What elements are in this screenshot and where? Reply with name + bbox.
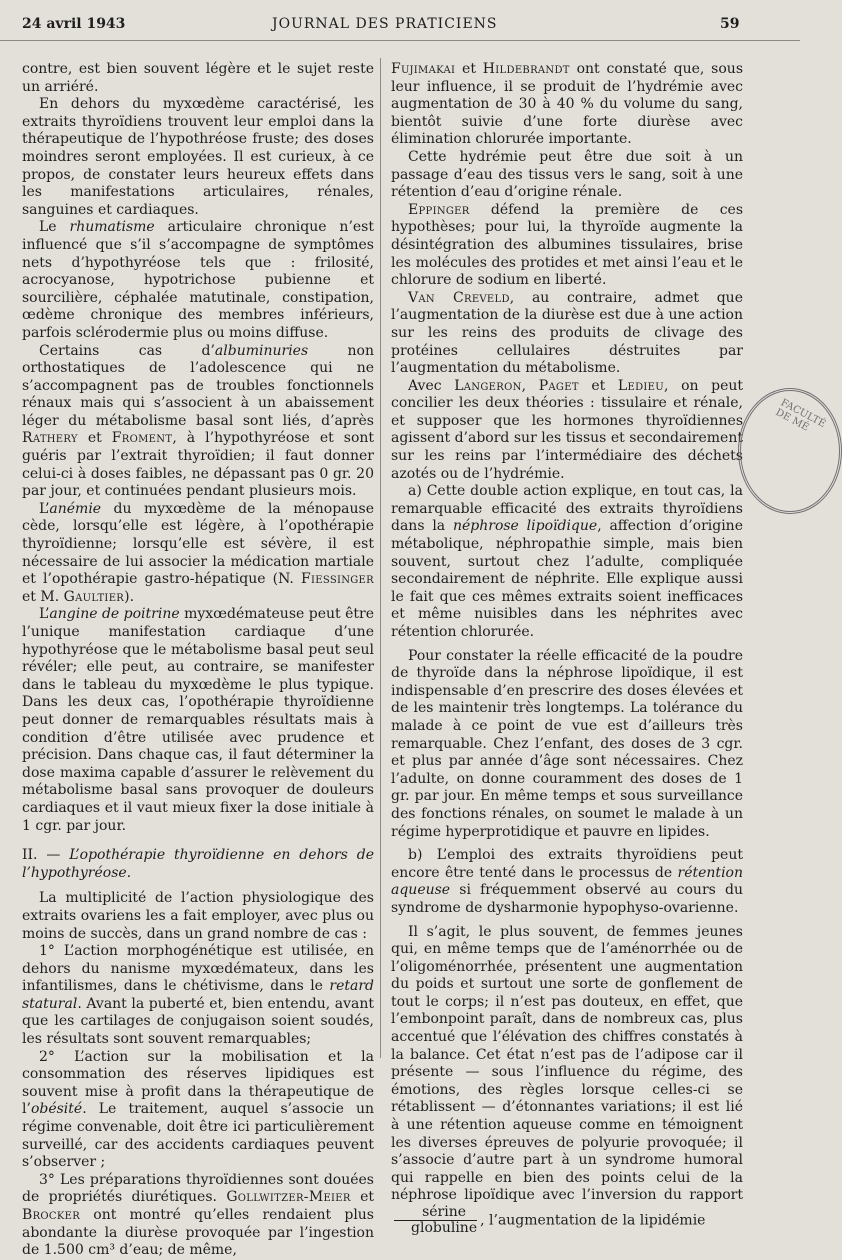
section-heading: II. — L’opothérapie thyroïdienne en dehors de l’hypothyréose. [22, 847, 374, 881]
author-name: Eppinger [408, 201, 470, 218]
fraction-numerator: sérine [394, 1205, 477, 1221]
page-header [0, 0, 800, 41]
header-date: 24 avril 1943 [22, 16, 126, 32]
header-journal-title: JOURNAL DES PRATICIENS [272, 16, 498, 32]
paragraph: Eppinger défend la première de ces hypothèses; pour lui, la thyroïde augmente la désintégration des albumines tissulaires, brise les molécules des protides et met ainsi l’eau et le chlorure de sodium en liberté. [391, 201, 743, 289]
author-name: Van Creveld [408, 289, 510, 306]
paragraph: L’angine de poitrine myxœdémateuse peut être l’unique manifestation cardiaque d’une hypothyréose que le métabolisme basal peut seul révéler; elle peut, au contraire, se manifester dans le tableau du myxœdème le plus typique. Dans les deux cas, l’opothérapie thyroïdienne peut donner de remarquables résultats mais à condition d’être utilisée avec prudence et précision. Dans chaque cas, il faut déterminer la dose maxima capable d’assurer le relèvement du métabolisme basal sans provoquer de douleurs cardiaques et il vaut mieux fixer la dose initiale à 1 cgr. par jour. [22, 606, 374, 834]
paragraph: Certains cas d’albuminuries non orthostatiques de l’adolescence qui ne s’accompagnent pas de troubles fonctionnels rénaux mais qui s’associent à un abaissement léger du métabolisme basal sont liés, d’après Rathery et Froment, à l’hypothyréose et sont guéris par l’extrait thyroïdien; il faut donner celui-ci à doses faibles, ne dépassant pas 0 gr. 20 par jour, et continuées pendant plusieurs mois. [22, 342, 375, 500]
fraction-denominator: globuline [411, 1220, 478, 1236]
author-name: Rathery [22, 430, 78, 447]
right-column [391, 61, 743, 1236]
paragraph: Van Creveld, au contraire, admet que l’augmentation de la diurèse est due à une action sur les reins des produits de clivage des protéines cellulaires déstruites par l’augmentation du métabolisme. [391, 289, 743, 377]
paragraph: Il s’agit, le plus souvent, de femmes jeunes qui, en même temps que de l’aménorrhée ou de l’oligoménorrhée, présentent une augmentation du poids et surtout une sorte de gonflement de tout le corps; il n’est pas douteux, en effet, que l’embonpoint paraît, dans de nombreux cas, plus accentué que l’élévation des chiffres constatés à la balance. Cet état n’est pas de l’adipose car il présente — sous l’influence du régime, des émotions, des règles lorsque celles-ci se rétablissent — d’étonnantes variations; il est lié à une rétention aqueuse comme en témoignent les diverses épreuves de polyurie provoquée; il s’associe d’autre part à un syndrome humoral qui rappelle en bien des points celui de la néphrose lipoïdique avec l’inversion du rapport $\frac{\text{sérine}}{\text{globuline}}$ , l’augmentation de la lipidémie [391, 923, 743, 1236]
paragraph: En dehors du myxœdème caractérisé, les extraits thyroïdiens trouvent leur emploi dans la thérapeutique de l’hypothréose fruste; des doses moindres seront employées. Il est curieux, à ce propos, de constater leurs heureux effets dans les manifestations articulaires, rénales, sanguines et cardiaques. [22, 96, 374, 218]
paragraph: La multiplicité de l’action physiologique des extraits ovariens les a fait employer, avec plus ou moins de succès, dans un grand nombre de cas : [22, 890, 374, 942]
author-name: Ledieu [617, 377, 665, 394]
author-name: Fujimakai [391, 61, 456, 77]
paragraph: Avec Langeron, Paget et Ledieu, on peut concilier les deux théories : tissulaire et rénale, et supposer que les hormones thyroïdiennes agissent d’abord sur les tissus et secondairement sur les reins par l’intermédiaire des déchets azotés ou de l’hydrémie. [391, 377, 744, 482]
header-page-number: 59 [720, 16, 740, 32]
author-name: Brocker [22, 1207, 81, 1223]
author-name: Langeron [454, 377, 522, 394]
paragraph: 2° L’action sur la mobilisation et la consommation des réserves lipidiques est souvent mise à profit dans la thérapeutique de l’obésité. Le traitement, auquel s’associe un régime convenable, doit être ici particulièrement surveillé, car des accidents cardiaques peuvent s’observer ; [22, 1048, 374, 1171]
paragraph: Cette hydrémie peut être due soit à un passage d’eau des tissus vers le sang, soit à une rétention d’eau d’origine rénale. [391, 148, 743, 201]
paragraph: Le rhumatisme articulaire chronique n’est influencé que s’il s’accompagne de symptômes nets d’hypothyréose tels que : frilosité, acrocyanose, hypotrichose pubienne et sourcilière, céphalée matutinale, constipation, œdème chronique des membres inférieurs, parfois sclérodermie plus ou moins diffuse. [22, 219, 374, 341]
left-column [22, 61, 374, 1260]
column-divider [380, 58, 381, 1058]
fraction [394, 1205, 477, 1236]
author-name: Gaultier [63, 588, 125, 605]
author-name: Fiessinger [300, 571, 374, 588]
author-name: Hildebrandt [482, 61, 570, 77]
paragraph: 3° Les préparations thyroïdiennes sont douées de propriétés diurétiques. Gollwitzer-Meier et Brocker ont montré qu’elles rendaient plus abondante la diurèse provoquée par l’ingestion de 1.500 cm³ d’eau; de même, [22, 1171, 374, 1259]
library-stamp [738, 388, 842, 514]
paragraph: contre, est bien souvent légère et le sujet reste un arriéré. [22, 61, 374, 95]
stamp-text: FACULTÉ DE MÉ [773, 397, 828, 434]
paragraph: b) L’emploi des extraits thyroïdiens peut encore être tenté dans le processus de rétention aqueuse si fréquemment observé au cours du syndrome de dysharmonie hypophyso-ovarienne. [391, 847, 743, 916]
author-name: Gollwitzer-Meier [226, 1189, 351, 1206]
paragraph: 1° L’action morphogénétique est utilisée, en dehors du nanisme myxœdémateux, dans les infantilismes, dans le chétivisme, dans le retard statural. Avant la puberté et, bien entendu, avant que les cartilages de conjugaison soient soudés, les résultats sont souvent remarquables; [22, 943, 374, 1048]
paragraph: Pour constater la réelle efficacité de la poudre de thyroïde dans la néphrose lipoïdique, il est indispensable d’en prescrire des doses élevées et de les maintenir très longtemps. La tolérance du malade à ce point de vue est d’ailleurs très remarquable. Chez l’enfant, des doses de 3 cgr. et plus par année d’âge sont nécessaires. Chez l’adulte, on donne couramment des doses de 1 gr. par jour. En même temps et sous surveillance des fonctions rénales, on soumet le malade à un régime hyperprotidique et pauvre en lipides. [391, 647, 743, 840]
author-name: Froment [111, 430, 173, 447]
author-name: Paget [538, 377, 579, 394]
paragraph: Fujimakai et Hildebrandt ont constaté que, sous leur influence, il se produit de l’hydrémie avec augmentation de 30 à 40 % du volume du sang, bientôt suivie d’une forte diurèse avec élimination chlorurée importante. [391, 61, 743, 148]
paragraph: L’anémie du myxœdème de la ménopause cède, lorsqu’elle est légère, à l’opothérapie thyroïdienne; lorsqu’elle est sévère, il est nécessaire de lui associer la médication martiale et l’opothérapie gastro-hépatique (N. Fiessinger et M. Gaultier). [22, 500, 374, 605]
paragraph: a) Cette double action explique, en tout cas, la remarquable efficacité des extraits thyroïdiens dans la néphrose lipoïdique, affection d’origine métabolique, néphropathie simple, mais bien souvent, surtout chez l’adulte, compliquée secondairement de néphrite. Elle explique aussi le fait que ces mêmes extraits soient inefficaces et même nuisibles dans les néphrites avec rétention chlorurée. [391, 483, 743, 640]
